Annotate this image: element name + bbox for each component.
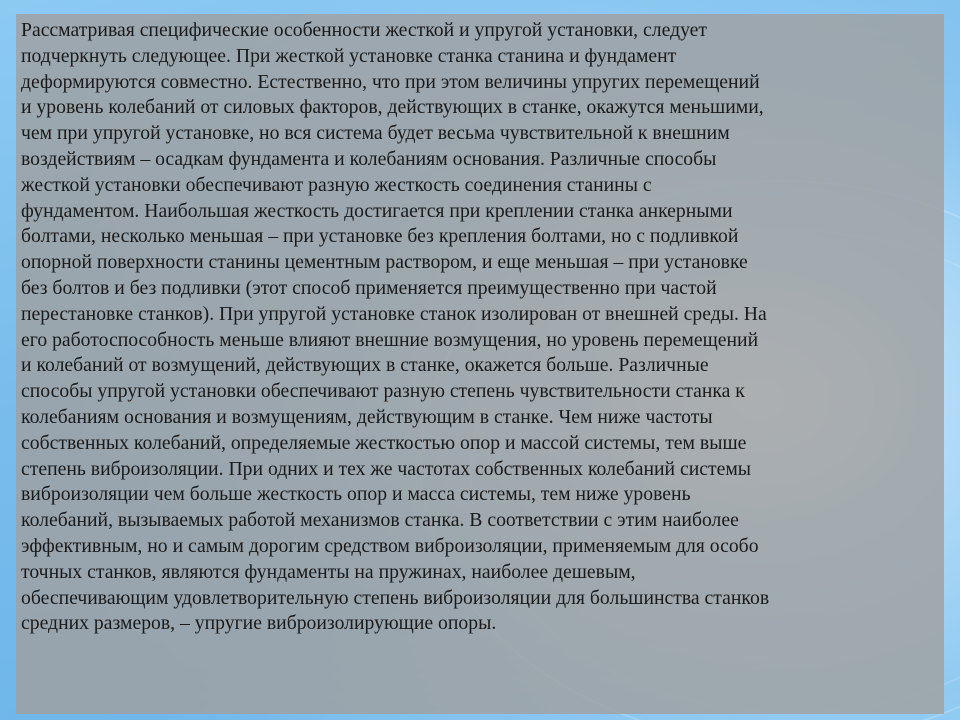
slide-body-text: Рассматривая специфические особенности жесткой и упругой установки, следует подчеркнуть следующее. При жесткой установке станка станина и фундамент деформируются совместно. Естественно, что при этом величины упругих перемещений и уровень колебаний от силовых факторов, действующих в станке, окажутся меньшими, чем при упругой установке, но вся система будет весьма чувствительной к внешним воздействиям – осадкам фундамента и колебаниям основания. Различные способы жесткой установки обеспечивают разную жесткость соединения станины с фундаментом. Наибольшая жесткость достигается при креплении станка анкерными болтами, несколько меньшая – при установке без крепления болтами, но с подливкой опорной поверхности станины цементным раствором, и еще меньшая – при установке без болтов и без подливки (этот способ применяется преимущественно при частой перестановке станков). При упругой установке станок изолирован от внешней среды. На его работоспособность меньше влияют внешние возмущения, но уровень перемещений и колебаний от возмущений, действующих в станке, окажется больше. Различные способы упругой установки обеспечивают разную степень чувствительности станка к колебаниям основания и возмущениям, действующим в станке. Чем ниже частоты собственных колебаний, определяемые жесткостью опор и массой системы, тем выше степень виброизоляции. При одних и тех же частотах собственных колебаний системы виброизоляции чем больше жесткость опор и масса системы, тем ниже уровень колебаний, вызываемых работой механизмов станка. В соответствии с этим наиболее эффективным, но и самым дорогим средством виброизоляции, применяемым для особо точных станков, являются фундаменты на пружинах, наиболее дешевым, обеспечивающим удовлетворительную степень виброизоляции для большинства станков средних размеров, – упругие виброизолирующие опоры.: [21, 19, 770, 635]
